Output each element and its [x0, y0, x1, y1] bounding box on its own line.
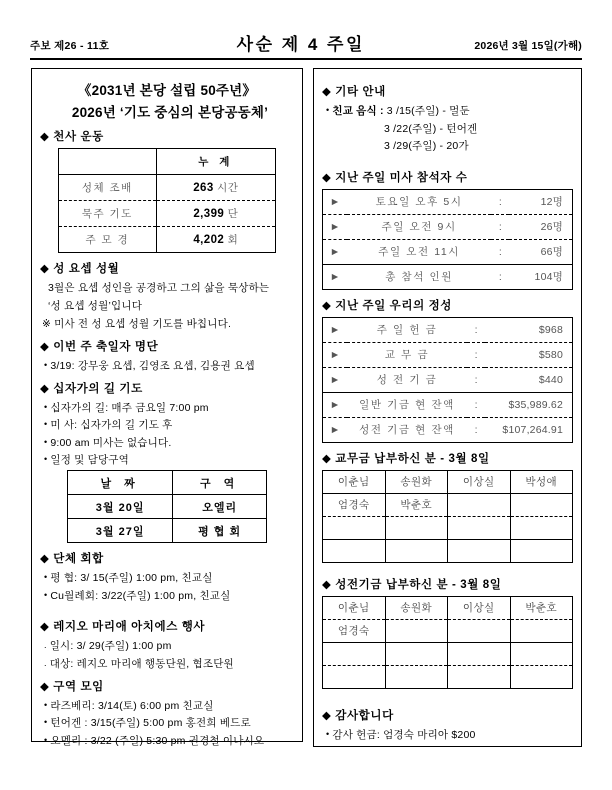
donor-name — [385, 642, 448, 665]
donor-name — [385, 516, 448, 539]
donor-name — [385, 539, 448, 562]
section-group-meetings: ◆ 단체 회합 — [40, 553, 104, 565]
angel-total-header: 누 계 — [156, 149, 275, 175]
table-row — [323, 392, 573, 417]
table-row — [323, 596, 573, 619]
section-thanks: ◆ 감사합니다 — [322, 709, 394, 722]
donor-name: 이춘님 — [323, 470, 386, 493]
donor-name: 엄경숙 — [323, 493, 386, 516]
angel-row-label: 성체 조배 — [59, 175, 157, 201]
colon-separator: : — [491, 264, 509, 289]
table-row — [323, 665, 573, 688]
balance-amount: $35,989.62 — [485, 392, 572, 417]
table-row — [323, 367, 573, 392]
section-district-gatherings: ◆ 구역 모임 — [40, 680, 104, 693]
angel-row-label: 묵주 기도 — [59, 201, 157, 227]
offerings-table — [322, 317, 573, 443]
meeting-entry-cursillo: • Cu월례회: 3/22(주일) 1:00 pm, 친교실 — [44, 589, 231, 602]
table-row — [323, 619, 573, 642]
colon-separator: : — [467, 342, 485, 367]
building-fund-donors-table — [322, 596, 573, 689]
donor-name — [448, 619, 511, 642]
donor-name: 엄경숙 — [323, 619, 386, 642]
attendance-value: 12명 — [509, 189, 572, 214]
colon-separator: : — [491, 239, 509, 264]
balance-amount: $107,264.91 — [485, 417, 572, 442]
table-row — [323, 516, 573, 539]
attendance-label: 주일 오전 11시 — [347, 239, 491, 264]
angel-movement-table-wrap — [40, 148, 294, 253]
attendance-value: 26명 — [509, 214, 572, 239]
feast-day-entry: • 3/19: 강무웅 요셉, 김영조 요셉, 김용권 요셉 — [44, 359, 255, 372]
arrow-icon: ► — [323, 342, 348, 367]
attendance-value: 66명 — [509, 239, 572, 264]
schedule-header-date: 날 짜 — [68, 471, 173, 495]
page-title: 사순 제 4 주일 — [236, 35, 365, 54]
arrow-icon: ► — [323, 239, 348, 264]
table-row — [323, 642, 573, 665]
donor-name — [510, 619, 573, 642]
donor-name — [510, 642, 573, 665]
colon-separator: : — [467, 317, 485, 342]
issue-number: 주보 제26 - 11호 — [30, 40, 110, 52]
masthead — [30, 30, 582, 60]
table-row — [68, 495, 267, 519]
table-row — [323, 214, 573, 239]
donor-name — [510, 539, 573, 562]
colon-separator: : — [467, 392, 485, 417]
schedule-header-district: 구 역 — [173, 471, 267, 495]
meeting-entry-pyeonghyeop: • 평 협: 3/ 15(주일) 1:00 pm, 친교실 — [44, 572, 213, 584]
table-row — [323, 239, 573, 264]
issue-date: 2026년 3월 15일(가해) — [474, 40, 582, 52]
donor-name: 이상실 — [448, 470, 511, 493]
section-legio-acies: ◆ 레지오 마리애 아치에스 행사 — [40, 621, 206, 633]
fellowship-food-entry: • 친교 음식 : 3 /15(주일) - 멀둔 — [326, 105, 470, 117]
donor-name — [448, 493, 511, 516]
table-row — [59, 175, 276, 201]
legio-target: . 대상: 레지오 마리애 행동단원, 협조단원 — [44, 657, 234, 670]
offering-label: 성 전 기 금 — [347, 367, 467, 392]
offering-label: 교 무 금 — [347, 342, 467, 367]
fellowship-food-label: 친교 음식 : — [332, 105, 384, 117]
table-row — [323, 417, 573, 442]
district-entry-turnagain: • 턴어겐 : 3/15(주일) 5:00 pm 홍전희 베드로 — [44, 717, 251, 729]
fellowship-food-line-3: 3 /29(주일) - 20가 — [384, 140, 469, 152]
mass-attendance-table — [322, 189, 573, 290]
fellowship-food-line-2: 3 /22(주일) - 턴어겐 — [384, 122, 478, 135]
section-feast-days: ◆ 이번 주 축일자 명단 — [40, 340, 159, 353]
table-row — [323, 189, 573, 214]
joseph-text-line-1: 3월은 요셉 성인을 공경하고 그의 삶을 묵상하는 — [48, 282, 270, 294]
table-row — [323, 493, 573, 516]
arrow-icon: ► — [323, 214, 348, 239]
table-row — [323, 470, 573, 493]
donor-name — [385, 619, 448, 642]
attendance-total-label: 총 참석 인원 — [347, 264, 491, 289]
section-mass-attendance: ◆ 지난 주일 미사 참석자 수 — [322, 171, 468, 184]
offering-amount: $968 — [485, 317, 572, 342]
offering-amount: $440 — [485, 367, 572, 392]
left-column — [31, 68, 303, 747]
donor-name — [323, 665, 386, 688]
stations-no-morning-mass: • 9:00 am 미사는 없습니다. — [44, 436, 172, 449]
angel-empty-cell — [59, 149, 157, 175]
donor-name: 박춘호 — [510, 596, 573, 619]
table-row — [68, 471, 267, 495]
thanks-offering-entry: • 감사 헌금: 엄경숙 마리아 $200 — [326, 728, 476, 741]
donor-name — [448, 642, 511, 665]
section-other-notices: ◆ 기타 안내 — [322, 86, 386, 98]
schedule-cell-district: 평 협 회 — [173, 519, 267, 543]
offering-label: 주 일 헌 금 — [347, 317, 467, 342]
donor-name — [323, 516, 386, 539]
table-row — [323, 342, 573, 367]
section-joseph-month: ◆ 성 요셉 성월 — [40, 263, 120, 275]
joseph-text-line-2: ‘성 요셉 성월’입니다 — [48, 299, 143, 312]
section-stations-of-cross: ◆ 십자가의 길 기도 — [40, 382, 143, 395]
donor-name: 이춘님 — [323, 596, 386, 619]
donor-name — [510, 493, 573, 516]
arrow-icon: ► — [323, 264, 348, 289]
section-building-fund-donors: ◆ 성전기금 납부하신 분 - 3월 8일 — [322, 578, 502, 591]
donor-name: 이상실 — [448, 596, 511, 619]
donor-name — [323, 642, 386, 665]
table-row — [59, 201, 276, 227]
section-dues-donors: ◆ 교무금 납부하신 분 - 3월 8일 — [322, 452, 490, 465]
table-row — [68, 519, 267, 543]
right-column — [313, 68, 582, 747]
arrow-icon: ► — [323, 367, 348, 392]
angel-row-value: 4,202 회 — [156, 227, 275, 253]
donor-name: 송원화 — [385, 470, 448, 493]
donor-name — [385, 665, 448, 688]
angel-row-value: 263 시간 — [156, 175, 275, 201]
schedule-cell-district: 오엘리 — [173, 495, 267, 519]
table-row — [323, 317, 573, 342]
angel-row-label: 주 모 경 — [59, 227, 157, 253]
legio-datetime: . 일시: 3/ 29(주일) 1:00 pm — [44, 640, 172, 652]
stations-schedule: • 십자가의 길: 매주 금요일 7:00 pm — [44, 401, 209, 414]
balance-label: 일반 기금 현 잔액 — [347, 392, 467, 417]
district-entry-raspberry: • 라즈베리: 3/14(토) 6:00 pm 친교실 — [44, 699, 214, 712]
table-row — [323, 264, 573, 289]
attendance-label: 주일 오전 9시 — [347, 214, 491, 239]
dues-donors-table — [322, 470, 573, 563]
donor-name — [510, 665, 573, 688]
offering-amount: $580 — [485, 342, 572, 367]
section-offerings: ◆ 지난 주일 우리의 정성 — [322, 299, 453, 312]
colon-separator: : — [467, 417, 485, 442]
anniversary-banner: 《2031년 본당 설립 50주년》 — [77, 83, 257, 98]
colon-separator: : — [491, 214, 509, 239]
arrow-icon: ► — [323, 189, 348, 214]
balance-label: 성전 기금 현 잔액 — [347, 417, 467, 442]
donor-name — [448, 516, 511, 539]
colon-separator: : — [467, 367, 485, 392]
year-theme-banner: 2026년 ‘기도 중심의 본당공동체’ — [71, 105, 269, 120]
donor-name — [510, 516, 573, 539]
attendance-label: 토요일 오후 5시 — [347, 189, 491, 214]
schedule-cell-date: 3월 27일 — [68, 519, 173, 543]
donor-name: 송원화 — [385, 596, 448, 619]
joseph-prayer-note: ※ 미사 전 성 요셉 성월 기도를 바칩니다. — [42, 317, 232, 330]
angel-row-value: 2,399 단 — [156, 201, 275, 227]
arrow-icon: ► — [323, 317, 348, 342]
fellowship-food-line-1: 3 /15(주일) - 멀둔 — [386, 105, 470, 117]
colon-separator: : — [491, 189, 509, 214]
arrow-icon: ► — [323, 417, 348, 442]
table-row — [323, 539, 573, 562]
stations-schedule-table-wrap — [40, 470, 294, 543]
arrow-icon: ► — [323, 392, 348, 417]
attendance-total-value: 104명 — [509, 264, 572, 289]
donor-name — [323, 539, 386, 562]
table-row — [59, 227, 276, 253]
donor-name: 박성애 — [510, 470, 573, 493]
donor-name: 박춘호 — [385, 493, 448, 516]
stations-schedule-table — [67, 470, 267, 543]
donor-name — [448, 539, 511, 562]
stations-mass-time: • 미 사: 십자가의 길 기도 후 — [44, 419, 173, 431]
section-angel-movement: ◆ 천사 운동 — [40, 131, 104, 143]
stations-assignment-label: • 일정 및 담당구역 — [44, 454, 129, 466]
donor-name — [448, 665, 511, 688]
schedule-cell-date: 3월 20일 — [68, 495, 173, 519]
table-row — [59, 149, 276, 175]
district-entry-omalley: • 오멜리 : 3/22 (주일) 5:30 pm 권경철 이나시오 — [44, 734, 265, 747]
angel-movement-table — [58, 148, 276, 253]
